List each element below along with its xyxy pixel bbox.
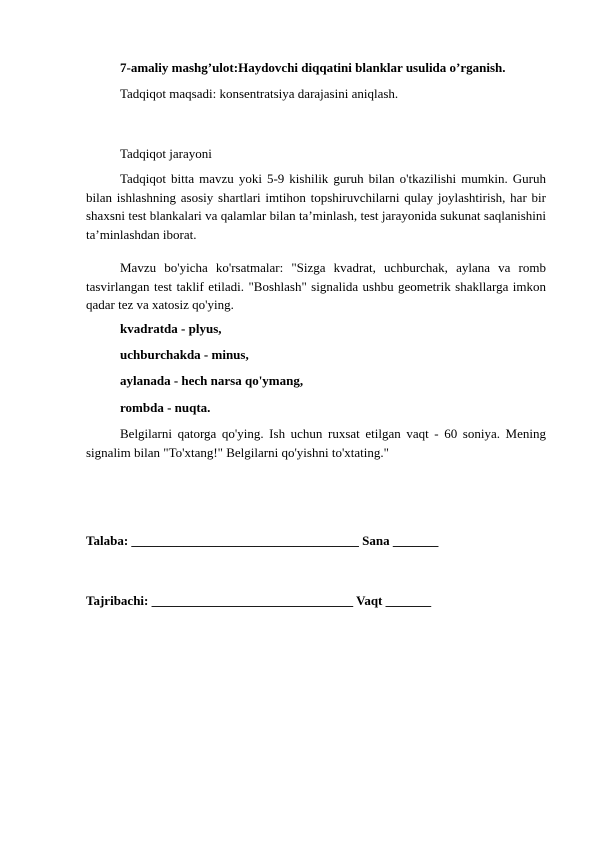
process-heading: Tadqiqot jarayoni [120,146,212,161]
rule-circle: aylanada - hech narsa qo'ymang, [120,373,304,388]
rule-square: kvadratda - plyus, [120,321,222,336]
paragraph-timing: Belgilarni qatorga qo'ying. Ish uchun ruxsat etilgan vaqt - 60 soniya. Mening signalim bilan "To'xtang!" Belgilarni qo'yishni to'xtating." [86,426,546,460]
paragraph-instructions: Mavzu bo'yicha ko'rsatmalar: "Sizga kvadrat, uchburchak, aylana va romb tasvirlangan test taklif etiladi. "Boshlash" signalida ushbu geometrik shakllarga imkon qadar tez va xatosiz qo'ying. [86,260,546,312]
paragraph-conditions: Tadqiqot bitta mavzu yoki 5-9 kishilik guruh bilan o'tkazilishi mumkin. Guruh bilan ishlashning asosiy shartlari imtihon topshiruvchilarni qulay joylashtirish, har bir shaxsni test blankalari va qalamlar bilan ta’minlash, test jarayonida sukunat saqlanishini ta’minlashdan iborat. [86,171,546,242]
rule-triangle: uchburchakda - minus, [120,347,249,362]
research-goal: Tadqiqot maqsadi: konsentratsiya darajasini aniqlash. [120,86,399,101]
experimenter-signature-line: Tajribachi: _______________________________ Vaqt _______ [86,593,432,608]
rule-rhombus: rombda - nuqta. [120,400,211,415]
document-title: 7-amaliy mashg’ulot:Haydovchi diqqatini blanklar usulida o’rganish. [120,60,506,75]
student-signature-line: Talaba: ___________________________________ Sana _______ [86,533,439,548]
